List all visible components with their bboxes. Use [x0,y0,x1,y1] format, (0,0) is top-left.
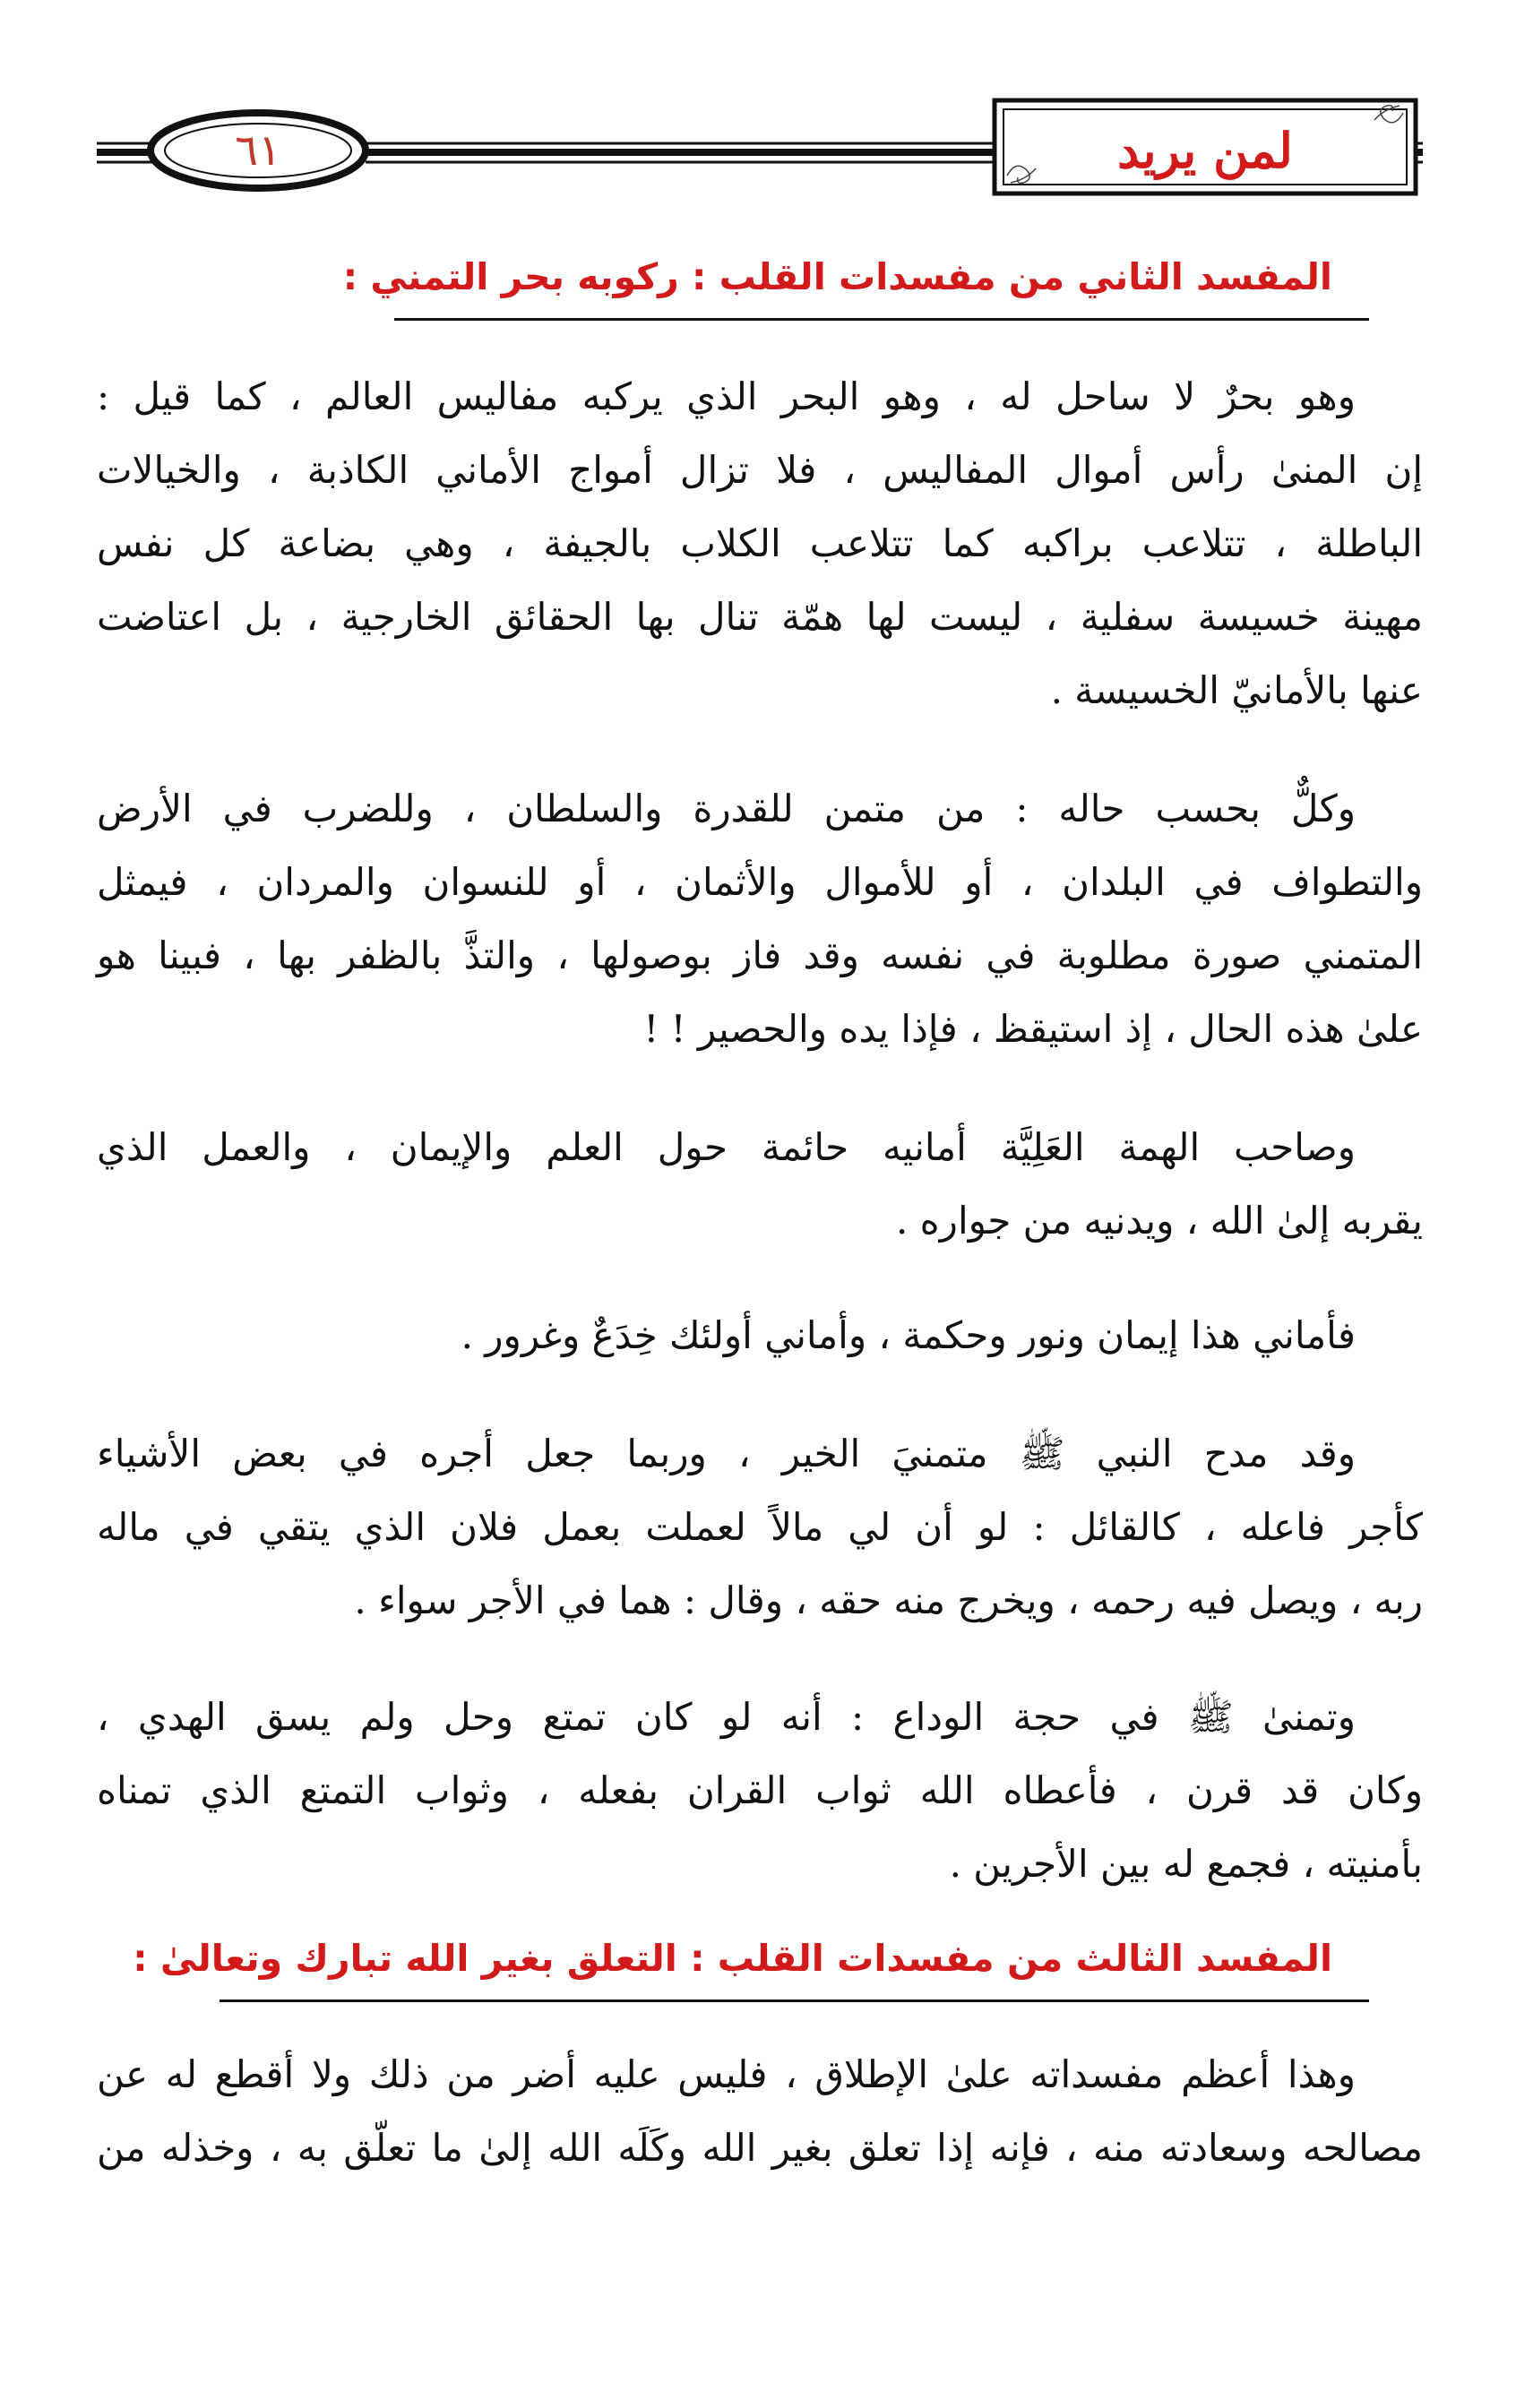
paragraph [97,360,1423,727]
paragraph [97,772,1423,1066]
text-line: والتطواف في البلدان ، أو للأموال والأثمان ، أو للنسوان والمردان ، فيمثل [97,860,1423,904]
page-header [0,0,1516,206]
paragraph [97,1681,1423,1901]
page-number: ٦١ [235,125,281,176]
text-line: وهذا أعظم مفسداته علىٰ الإطلاق ، فليس عليه أضر من ذلك ولا أقطع له عن [97,2052,1356,2096]
text-line: وهو بحرٌ لا ساحل له ، وهو البحر الذي يركبه مفاليس العالم ، كما قيل : [97,374,1356,418]
text-line: وكان قد قرن ، فأعطاه الله ثواب القران بفعله ، وثواب التمتع الذي تمناه [97,1768,1423,1812]
text-line: علىٰ هذه الحال ، إذ استيقظ ، فإذا يده والحصير ! ! [643,1007,1423,1051]
text-line: مصالحه وسعادته منه ، فإنه إذا تعلق بغير الله وكَلَه الله إلىٰ ما تعلّق به ، وخذله من [97,2126,1423,2170]
text-line: عنها بالأمانيّ الخسيسة . [1050,668,1423,712]
paragraph [97,1417,1423,1638]
section-heading-1: المفسد الثاني من مفسدات القلب : ركوبه بحر التمني : [342,255,1332,298]
text-line: وتمنىٰ ﷺ في حجة الوداع : أنه لو كان تمتع وحل ولم يسق الهدي ، [97,1695,1356,1739]
heading-underline-2 [220,2000,1369,2002]
section-heading-2: المفسد الثالث من مفسدات القلب : التعلق بغير الله تبارك وتعالىٰ : [133,1937,1332,1980]
text-line: مهينة خسيسة سفلية ، ليست لها همّة تنال بها الحقائق الخارجية ، بل اعتاضت [97,595,1423,639]
heading-underline-1 [394,318,1369,321]
text-line: وقد مدح النبي ﷺ متمنيَ الخير ، وربما جعل أجره في بعض الأشياء [97,1432,1356,1475]
paragraph [97,1299,1423,1372]
text-line: فأماني هذا إيمان ونور وحكمة ، وأماني أولئك خِدَعٌ وغرور . [461,1313,1356,1357]
text-line: الباطلة ، تتلاعب براكبه كما تتلاعب الكلاب بالجيفة ، وهي بضاعة كل نفس [97,521,1423,565]
paragraph [97,2038,1423,2185]
paragraph [97,1111,1423,1258]
text-line: بأمنيته ، فجمع له بين الأجرين . [949,1842,1423,1886]
text-line: إن المنىٰ رأس أموال المفاليس ، فلا تزال أمواج الأماني الكاذبة ، والخيالات [97,448,1423,492]
text-line: وصاحب الهمة العَلِيَّة أمانيه حائمة حول العلم والإيمان ، والعمل الذي [97,1125,1356,1169]
book-title: لمن يريد [1117,122,1293,179]
text-line: وكلٌّ بحسب حاله : من متمن للقدرة والسلطان ، وللضرب في الأرض [97,787,1356,830]
text-line: كأجر فاعله ، كالقائل : لو أن لي مالاً لعملت بعمل فلان الذي يتقي في ماله [97,1505,1423,1549]
text-line: المتمني صورة مطلوبة في نفسه وقد فاز بوصولها ، والتذَّ بالظفر بها ، فبينا هو [97,933,1423,977]
text-line: يقربه إلىٰ الله ، ويدنيه من جواره . [895,1199,1423,1243]
text-line: ربه ، ويصل فيه رحمه ، ويخرج منه حقه ، وقال : هما في الأجر سواء . [354,1578,1423,1622]
